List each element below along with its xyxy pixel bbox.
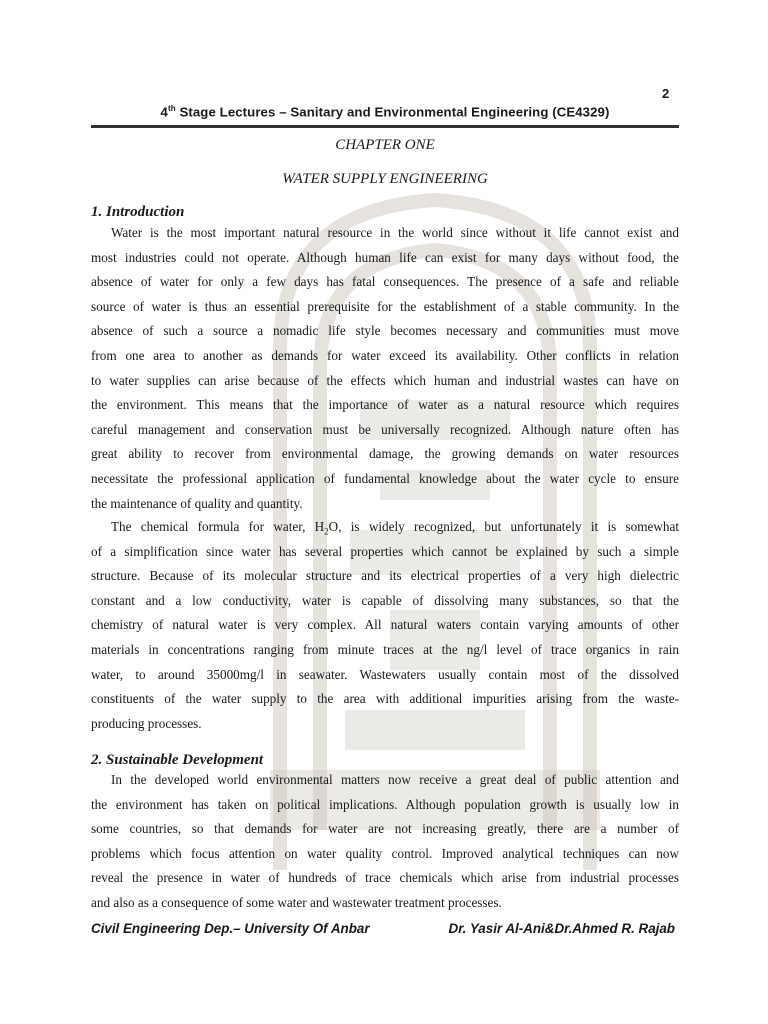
section-heading-sustainable-development: 2. Sustainable Development xyxy=(91,752,264,768)
header-divider xyxy=(91,125,679,128)
chapter-title: WATER SUPPLY ENGINEERING xyxy=(282,171,488,187)
text-line: chemistry of natural water is very complex. All natural waters contain varying amounts of other xyxy=(91,617,679,633)
formula-text-before: The chemical formula for water, H xyxy=(111,519,325,534)
text-line: structure. Because of its molecular structure and its electrical properties of a very high dielectric xyxy=(91,568,679,584)
text-line: reveal the presence in water of hundreds of trace chemicals which arise from industrial processes xyxy=(91,870,679,886)
text-line: materials in concentrations ranging from minute traces at the ng/l level of trace organics in rain xyxy=(91,641,679,657)
text-line: absence of water for only a few days has fatal consequences. The presence of a safe and reliable xyxy=(91,274,679,290)
text-line: the environment. This means that the importance of water as a natural resource which requires xyxy=(91,397,679,413)
text-line: great ability to recover from environmental damage, the growing demands on water resources xyxy=(91,446,679,462)
text-line: and also as a consequence of some water and wastewater treatment processes. xyxy=(91,894,502,910)
footer-department: Civil Engineering Dep.– University Of Anbar xyxy=(91,921,370,936)
text-line: some countries, so that demands for water are not increasing greatly, there are a number of xyxy=(91,821,679,837)
intro-paragraph-2 xyxy=(91,515,679,736)
text-line: most industries could not operate. Although human life can exist for many days without food, the xyxy=(91,249,679,265)
text-line-with-formula xyxy=(91,515,679,540)
lecture-header xyxy=(91,104,679,119)
stage-suffix: th xyxy=(167,104,176,113)
stage-number: 4 xyxy=(160,104,168,120)
text-line: from one area to another as demands for water exceed its availability. Other conflicts in relation xyxy=(91,347,679,363)
chapter-label: CHAPTER ONE xyxy=(335,137,435,153)
text-line: In the developed world environmental matters now receive a great deal of public attention and xyxy=(111,772,679,787)
intro-paragraph-1 xyxy=(91,221,679,516)
text-line: water, to around 35000mg/l in seawater. Wastewaters usually contain most of the dissolved xyxy=(91,666,679,682)
text-line: constituents of the water supply to the area with additional impurities arising from the waste- xyxy=(91,691,679,707)
text-line: the environment has taken on political implications. Although population growth is usually low in xyxy=(91,796,679,812)
text-line: necessitate the professional application of fundamental knowledge about the water cycle to ensure xyxy=(91,470,679,486)
footer-authors: Dr. Yasir Al-Ani&Dr.Ahmed R. Rajab xyxy=(448,921,675,936)
text-line: to water supplies can arise because of the effects which human and industrial wastes can have on xyxy=(91,372,679,388)
text-line: absence of such a source a nomadic life style becomes necessary and communities must move xyxy=(91,323,679,339)
text-line: problems which focus attention on water quality control. Improved analytical techniques can now xyxy=(91,845,679,861)
formula-text-after: O, is widely recognized, but unfortunately it is somewhat xyxy=(328,519,680,534)
text-line: the maintenance of quality and quantity. xyxy=(91,495,303,511)
page-number: 2 xyxy=(662,86,670,101)
formula-subscript: 2 xyxy=(324,526,329,537)
text-line: Water is the most important natural resource in the world since without it life cannot exist and xyxy=(111,225,679,240)
text-line: producing processes. xyxy=(91,715,202,731)
header-text: Stage Lectures – Sanitary and Environmental Engineering (CE4329) xyxy=(175,104,610,120)
sustainable-paragraph-1 xyxy=(91,768,679,916)
text-line: of a simplification since water has several properties which cannot be explained by such a simple xyxy=(91,543,679,559)
text-line: constant and a low conductivity, water is capable of dissolving many substances, so that the xyxy=(91,592,679,608)
section-heading-introduction: 1. Introduction xyxy=(91,204,185,220)
text-line: source of water is thus an essential prerequisite for the establishment of a stable community. In the xyxy=(91,298,679,314)
text-line: careful management and conservation must be universally recognized. Although nature often has xyxy=(91,421,679,437)
